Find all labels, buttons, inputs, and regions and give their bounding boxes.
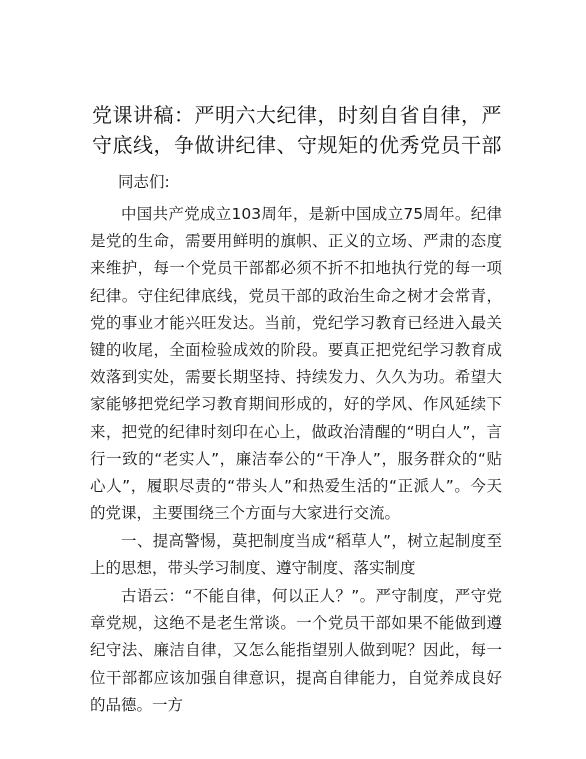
section-heading-1: 一、提高警惕，莫把制度当成“稻草人”，树立起制度至上的思想，带头学习制度、遵守制度、落实制度 bbox=[90, 532, 502, 578]
paragraph-section-1: 古语云：“不能自律，何以正人？”。严守制度，严守党章党规，这绝不是老生常谈。一个党员干部如果不能做到遵纪守法、廉洁自律，又怎么能指望别人做到呢？因此，每一位干部都应该加强自律意识，提高自律能力，自觉养成良好的品德。一方 bbox=[90, 587, 502, 714]
paragraph-opening: 中国共产党成立103周年，是新中国成立75周年。纪律是党的生命，需要用鲜明的旗帜、正义的立场、严肃的态度来维护，每一个党员干部都必须不折不扣地执行党的每一项纪律。守住纪律底线，党员干部的政治生命之树才会常青，党的事业才能兴旺发达。当前，党纪学习教育已经进入最关键的收尾，全面检验成效的阶段。要真正把党纪学习教育成效落到实处，需要长期坚持、持续发力、久久为功。希望大家能够把党纪学习教育期间形成的，好的学风、作风延续下来，把党的纪律时刻印在心上，做政治清醒的“明白人”，言行一致的“老实人”，廉洁奉公的“干净人”，服务群众的“贴心人”，履职尽责的“带头人”和热爱生活的“正派人”。今天的党课，主要围绕三个方面与大家进行交流。 bbox=[90, 205, 502, 523]
salutation: 同志们: bbox=[118, 173, 170, 191]
document-title: 党课讲稿：严明六大纪律，时刻自省自律，严守底线，争做讲纪律、守规矩的优秀党员干部 bbox=[92, 103, 502, 157]
